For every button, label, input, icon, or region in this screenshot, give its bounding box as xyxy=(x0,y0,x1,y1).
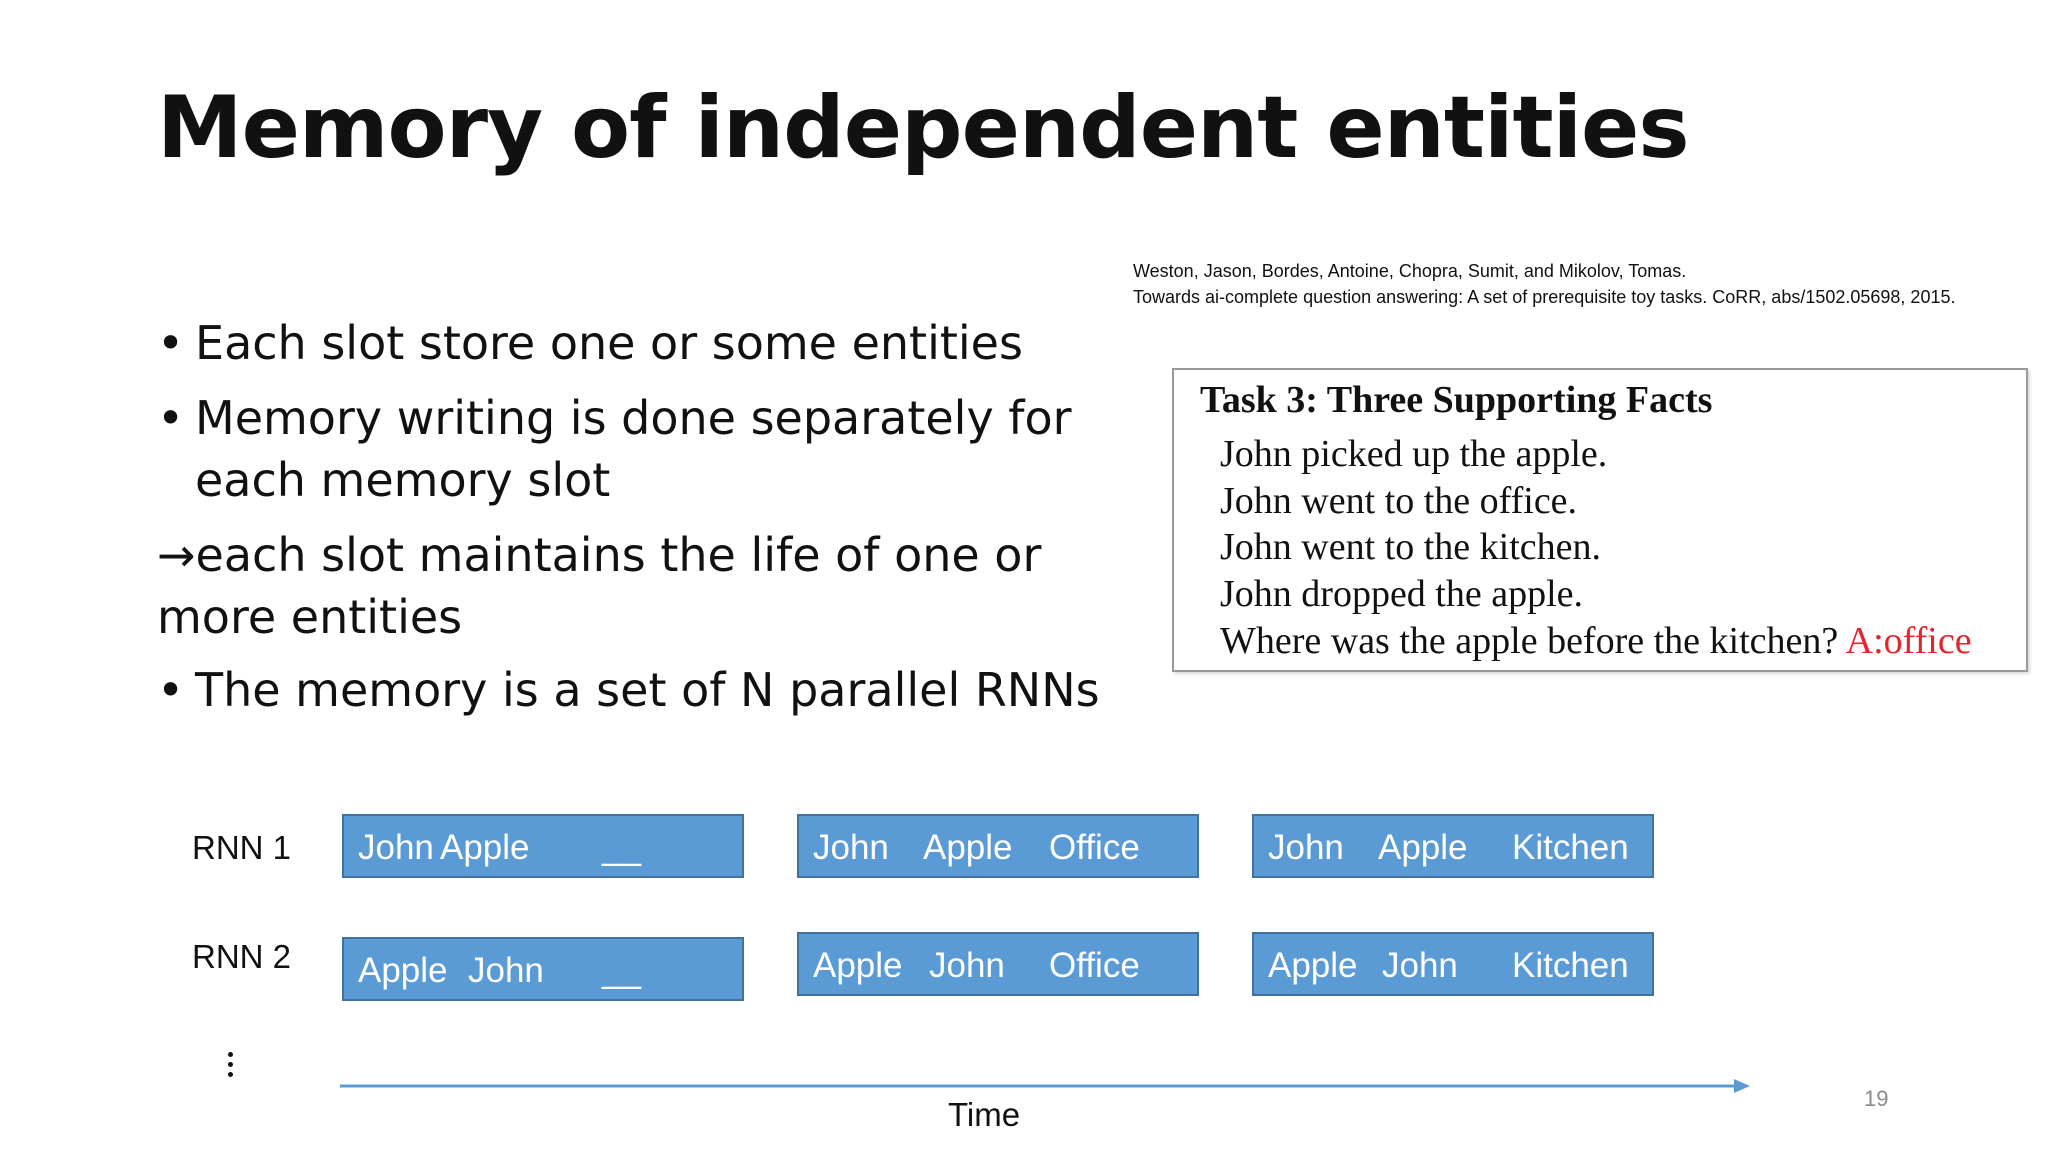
memory-slot-box xyxy=(342,937,744,1001)
task-question xyxy=(1220,619,1972,663)
arrow-text: each slot maintains the life of one or xyxy=(195,528,1042,582)
bullet-continuation xyxy=(157,449,610,511)
bullet-item xyxy=(157,659,1100,721)
memory-entity: John xyxy=(468,951,544,990)
memory-slot-box xyxy=(1252,814,1654,878)
bullet-dot: • xyxy=(157,391,185,445)
time-axis-label: Time xyxy=(948,1096,1021,1133)
rnn-2-label: RNN 2 xyxy=(192,938,292,975)
memory-entity: Office xyxy=(1049,946,1140,985)
slide-title: Memory of independent entities xyxy=(157,78,1689,178)
bullet-text: each memory slot xyxy=(195,453,611,507)
page-number: 19 xyxy=(1864,1086,1889,1111)
citation-line: Towards ai-complete question answering: A set of prerequisite toy tasks. CoRR, abs/1502.05698, 2015. xyxy=(1133,287,1956,307)
memory-entity: __ xyxy=(602,828,641,867)
bullet-item xyxy=(157,312,1023,374)
memory-slot-box xyxy=(797,814,1199,878)
right-arrow-icon: → xyxy=(157,528,196,582)
citation-line: Weston, Jason, Bordes, Antoine, Chopra, Sumit, and Mikolov, Tomas. xyxy=(1133,261,1687,281)
arrow-text: more entities xyxy=(157,590,463,644)
memory-entity: Apple xyxy=(813,946,903,985)
task-answer: A:office xyxy=(1845,620,1972,662)
memory-slot-box xyxy=(342,814,744,878)
memory-entity: Apple xyxy=(1268,946,1358,985)
memory-entity: Kitchen xyxy=(1512,828,1629,867)
bullet-text: Memory writing is done separately for xyxy=(195,391,1072,445)
memory-entity: Office xyxy=(1049,828,1140,867)
arrow-statement-continuation xyxy=(157,586,462,648)
task-line: John dropped the apple. xyxy=(1220,573,1584,615)
memory-slot-box xyxy=(797,932,1199,996)
rnn-1-label: RNN 1 xyxy=(192,829,292,866)
memory-entity: __ xyxy=(602,951,641,990)
bullet-text: Each slot store one or some entities xyxy=(195,316,1023,370)
arrow-statement xyxy=(157,524,1041,586)
citation xyxy=(1133,258,1955,310)
bullet-text: The memory is a set of N parallel RNNs xyxy=(195,663,1100,717)
memory-entity: Apple xyxy=(923,828,1013,867)
memory-entity: John xyxy=(1268,828,1344,867)
memory-entity: John xyxy=(1382,946,1458,985)
task-line: John went to the kitchen. xyxy=(1220,526,1601,568)
vertical-ellipsis-icon xyxy=(225,1052,235,1084)
bullet-item xyxy=(157,387,1072,449)
memory-slot-box xyxy=(1252,932,1654,996)
task-line: John went to the office. xyxy=(1220,480,1578,522)
time-arrow xyxy=(340,1076,1750,1096)
memory-entity: Apple xyxy=(440,828,530,867)
memory-entity: John xyxy=(358,828,434,867)
task-example-box xyxy=(1172,368,2028,672)
memory-entity: John xyxy=(813,828,889,867)
bullet-dot: • xyxy=(157,316,185,370)
memory-entity: Apple xyxy=(1378,828,1468,867)
task-line: John picked up the apple. xyxy=(1220,433,1608,475)
task-title: Task 3: Three Supporting Facts xyxy=(1200,379,1713,421)
task-question-text: Where was the apple before the kitchen? xyxy=(1220,620,1839,662)
memory-entity: Apple xyxy=(358,951,448,990)
bullet-dot: • xyxy=(157,663,185,717)
memory-entity: Kitchen xyxy=(1512,946,1629,985)
memory-entity: John xyxy=(929,946,1005,985)
